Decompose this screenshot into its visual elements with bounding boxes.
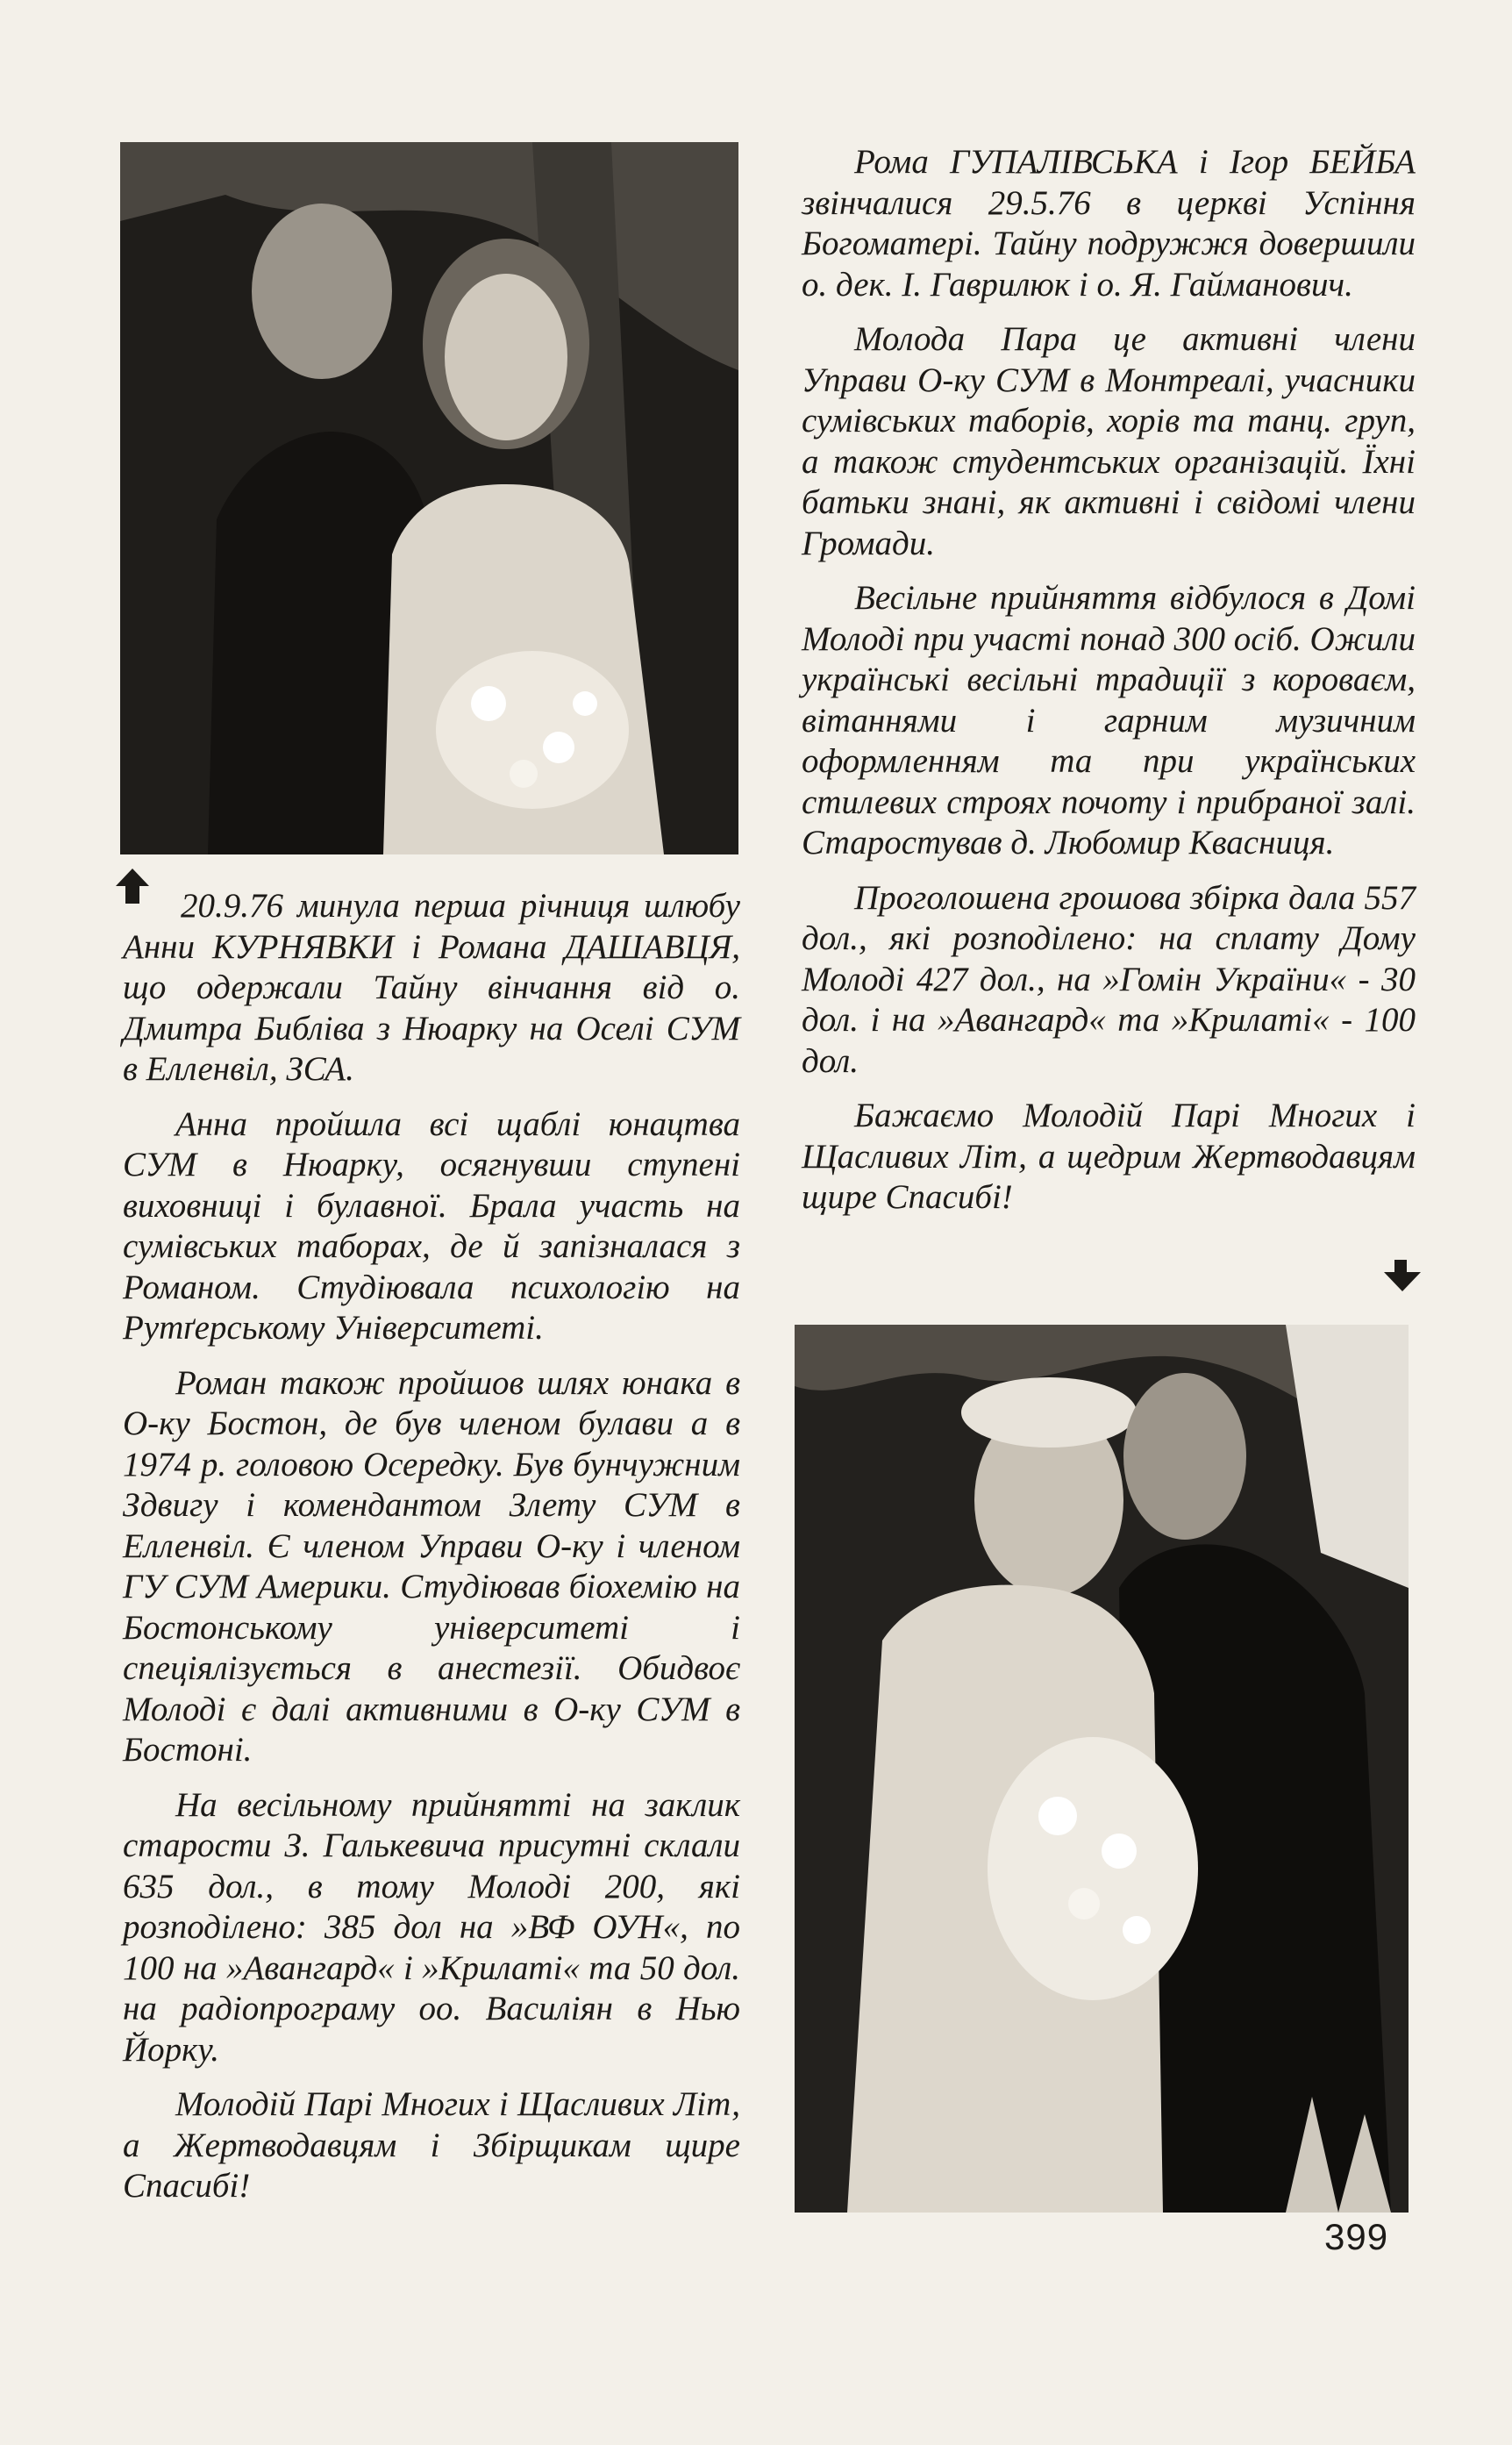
left-paragraph-5: Молодій Парі Многих і Щасливих Літ, а Жертводавцям і Збірщикам щире Спасибі! bbox=[123, 2085, 740, 2205]
right-paragraph-5: Бажаємо Молодій Парі Многих і Щасливих Літ, а щедрим Жертводавцям щире Спасибі! bbox=[802, 1097, 1416, 1216]
left-paragraph-4: На весільному прийнятті на заклик старости З. Галькевича присутні склали 635 дол., в тому Молоді 200, які розподілено: 385 дол на »ВФ ОУН«, по 100 на »Авангард« і »Крилаті« та 50 дол. на радіопрограму оо. Василіян в Нью Йорку. bbox=[123, 1785, 740, 2069]
right-paragraph-2: Молода Пара це активні члени Управи О-ку СУМ в Монтреалі, учасники сумівських таборів, хорів та танц. груп, а також студентських організацій. Їхні батьки знані, як активні і свідомі члени Громади. bbox=[802, 320, 1416, 562]
wedding-photo-top bbox=[120, 142, 738, 854]
left-paragraph-1: 20.9.76 минула перша річниця шлюбу Анни КУРНЯВКИ і Романа ДАШАВЦЯ, що одержали Тайну вінчання від о. Дмитра Библіва з Нюарку на Оселі СУМ в Елленвіл, ЗСА. bbox=[123, 887, 740, 1088]
photo-icon bbox=[120, 142, 738, 854]
photo-icon bbox=[795, 1325, 1409, 2213]
left-article bbox=[123, 886, 740, 2221]
right-article bbox=[802, 142, 1416, 1233]
page-number: 399 bbox=[1324, 2216, 1389, 2257]
arrow-down-icon bbox=[1384, 1260, 1421, 1291]
right-paragraph-1: Рома ГУПАЛІВСЬКА і Ігор БЕЙБА звінчалися 29.5.76 в церкві Успіння Богоматері. Тайну подружжя довершили о. дек. І. Гаврилюк і о. Я. Гайманович. bbox=[802, 143, 1416, 304]
wedding-photo-bottom bbox=[795, 1325, 1409, 2213]
right-paragraph-3: Весільне прийняття відбулося в Домі Молоді при участі понад 300 осіб. Ожили українські весільні традиції з короваєм, вітаннями і гарним музичним оформленням та при українських стилевих строях почоту і прибраної залі. Старостував д. Любомир Квасниця. bbox=[802, 579, 1416, 861]
left-paragraph-2: Анна пройшла всі щаблі юнацтва СУМ в Нюарку, осягнувши ступені виховниці і булавної. Брала участь на сумівських таборах, де й запізналася з Романом. Студіювала психологію на Рутґерському Університеті. bbox=[123, 1105, 740, 1347]
left-paragraph-3: Роман також пройшов шлях юнака в О-ку Бостон, де був членом булави а в 1974 р. головою Осередку. Був бунчужним Здвигу і комендантом Злету СУМ в Елленвіл. Є членом Управи О-ку і членом ГУ СУМ Америки. Студіював біохемію на Бостонському університеті і спеціялізується в анестезії. Обидвоє Молоді є далі активними в О-ку СУМ в Бостоні. bbox=[123, 1363, 740, 1769]
right-paragraph-4: Проголошена грошова збірка дала 557 дол., які розподілено: на сплату Дому Молоді 427 дол., на »Гомін України« - 30 дол. і на »Авангард« та »Крилаті« - 100 дол. bbox=[802, 878, 1416, 1080]
